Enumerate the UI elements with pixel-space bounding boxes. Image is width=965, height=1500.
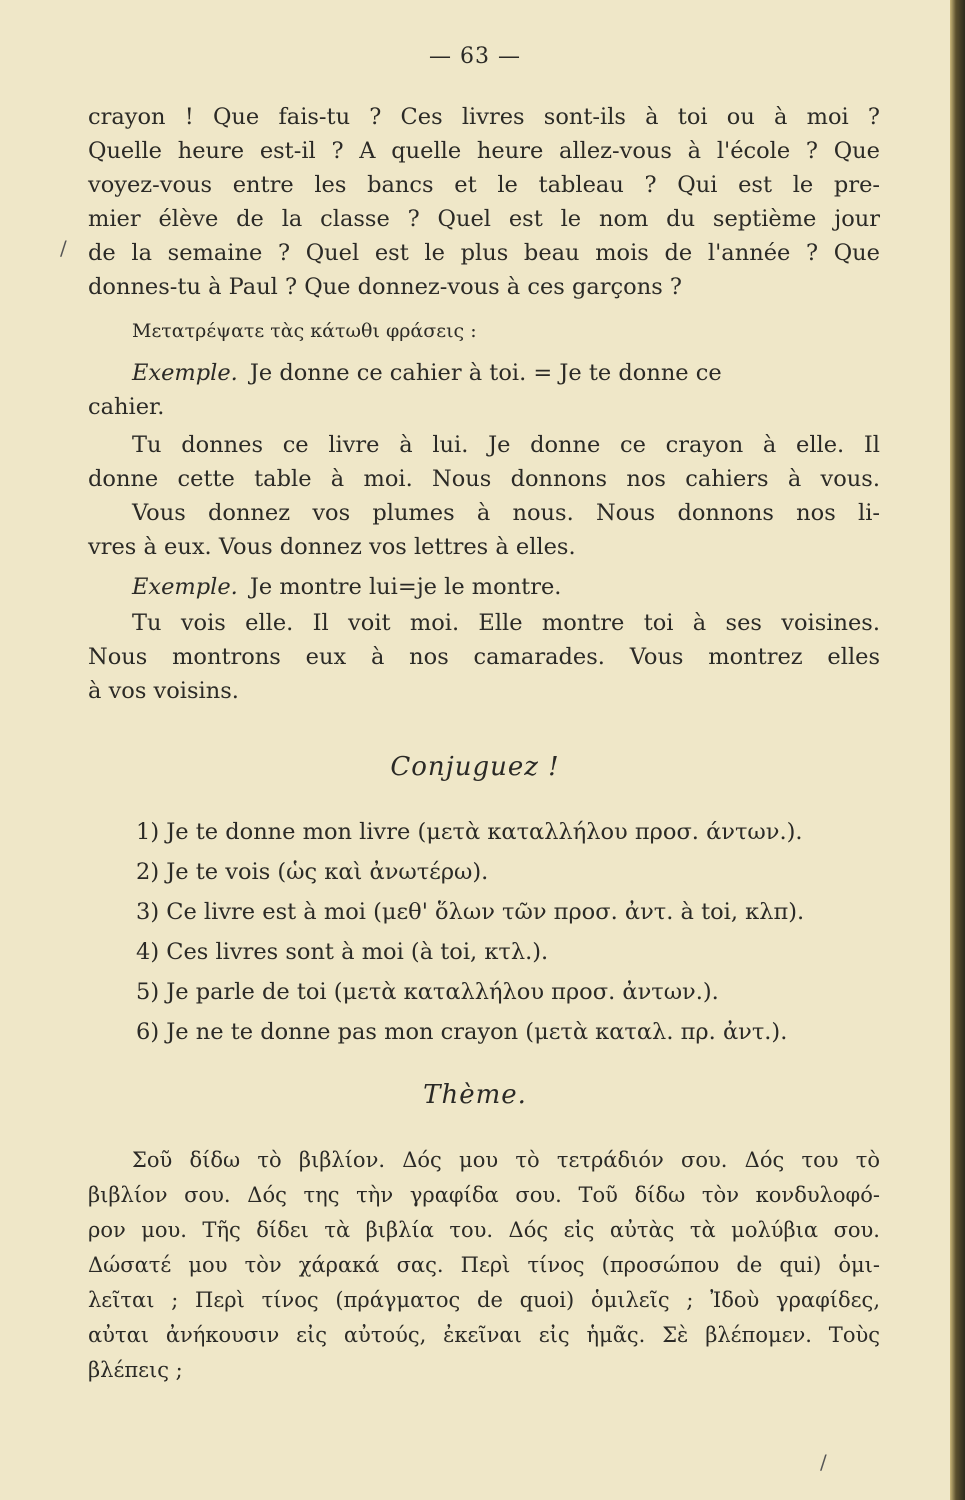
paragraph-questions xyxy=(88,100,880,304)
text-line: donnes-tu à Paul ? Que donnez-vous à ces garçons ? xyxy=(88,274,682,300)
text-line: voyez-vous entre les bancs et le tableau ? Qui est le pre- xyxy=(88,172,880,198)
list-item: 4) Ces livres sont à moi (à toi, κτλ.). xyxy=(136,939,549,965)
example-line xyxy=(88,570,880,604)
text-line: βλέπεις ; xyxy=(88,1358,183,1382)
paragraph-exercise-2 xyxy=(88,606,880,708)
text-line: λεῖται ; Περὶ τίνος (πράγματος de quoi) ὁμιλεῖς ; Ἰδοὺ γραφίδες, xyxy=(88,1288,880,1312)
text-line: de la semaine ? Quel est le plus beau mois de l'année ? Que xyxy=(88,240,880,266)
page-number: — 63 — xyxy=(429,44,521,69)
list-item: 1) Je te donne mon livre (μετὰ καταλλήλου προσ. άντων.). xyxy=(136,819,803,845)
list-item: 6) Je ne te donne pas mon crayon (μετὰ καταλ. πρ. ἀντ.). xyxy=(136,1019,788,1045)
text-line: Vous donnez vos plumes à nous. Nous donnons nos li- xyxy=(132,500,880,526)
example-label: Exemple. xyxy=(132,574,238,600)
list-item: 3) Ce livre est à moi (μεθ' ὅλων τῶν προσ. ἀντ. à toi, κλπ). xyxy=(136,899,805,925)
conjugation-list xyxy=(136,812,896,1052)
text-line: Quelle heure est-il ? A quelle heure allez-vous à l'école ? Que xyxy=(88,138,880,164)
example-line: cahier. xyxy=(88,394,165,420)
text-line: Tu donnes ce livre à lui. Je donne ce crayon à elle. Il xyxy=(132,432,880,458)
pencil-mark: / xyxy=(60,236,67,260)
text-line: ρον μου. Τῆς δίδει τὰ βιβλία του. Δός εἰς αὐτὰς τὰ μολύβια σου. xyxy=(88,1218,880,1242)
example-text: Je montre lui=je le montre. xyxy=(249,574,562,600)
example-2 xyxy=(88,570,880,604)
list-item: 2) Je te vois (ὡς καὶ ἀνωτέρω). xyxy=(136,859,489,885)
example-label: Exemple. xyxy=(132,360,238,386)
pencil-mark: / xyxy=(820,1450,827,1474)
instruction-text: Μετατρέψατε τὰς κάτωθι φράσεις : xyxy=(132,320,477,342)
list-item: 5) Je parle de toi (μετὰ καταλλήλου προσ. ἀντων.). xyxy=(136,979,719,1005)
text-line: vres à eux. Vous donnez vos lettres à elles. xyxy=(88,534,576,560)
text-line: βιβλίον σου. Δός της τὴν γραφίδα σου. Τοῦ δίδω τὸν κονδυλοφό- xyxy=(88,1183,880,1207)
text-line: mier élève de la classe ? Quel est le nom du septième jour xyxy=(88,206,880,232)
text-line: à vos voisins. xyxy=(88,678,239,704)
paragraph-exercise-1 xyxy=(88,428,880,564)
text-line: Nous montrons eux à nos camarades. Vous montrez elles xyxy=(88,644,880,670)
instruction xyxy=(88,314,880,348)
text-line: donne cette table à moi. Nous donnons nos cahiers à vous. xyxy=(88,466,880,492)
book-spine-edge xyxy=(950,0,965,1500)
example-text: Je donne ce cahier à toi. = Je te donne ce xyxy=(249,360,722,386)
text-line: Δώσατέ μου τὸν χάρακά σας. Περὶ τίνος (προσώπου de qui) ὁμι- xyxy=(88,1253,880,1277)
section-heading-conjuguez: Conjuguez ! xyxy=(390,752,560,782)
text-line: αὐται ἀνήκουσιν εἰς αὐτούς, ἐκεῖναι εἰς ἡμᾶς. Σὲ βλέπομεν. Τοὺς xyxy=(88,1323,880,1347)
theme-text xyxy=(88,1143,880,1388)
text-line: Tu vois elle. Il voit moi. Elle montre toi à ses voisines. xyxy=(132,610,880,636)
section-heading-theme: Thème. xyxy=(423,1080,527,1110)
example-1 xyxy=(88,356,880,424)
text-line: crayon ! Que fais-tu ? Ces livres sont-ils à toi ou à moi ? xyxy=(88,104,880,130)
example-line xyxy=(88,356,880,390)
text-line: Σοῦ δίδω τὸ βιβλίον. Δός μου τὸ τετράδιόν σου. Δός του τὸ xyxy=(132,1148,880,1172)
